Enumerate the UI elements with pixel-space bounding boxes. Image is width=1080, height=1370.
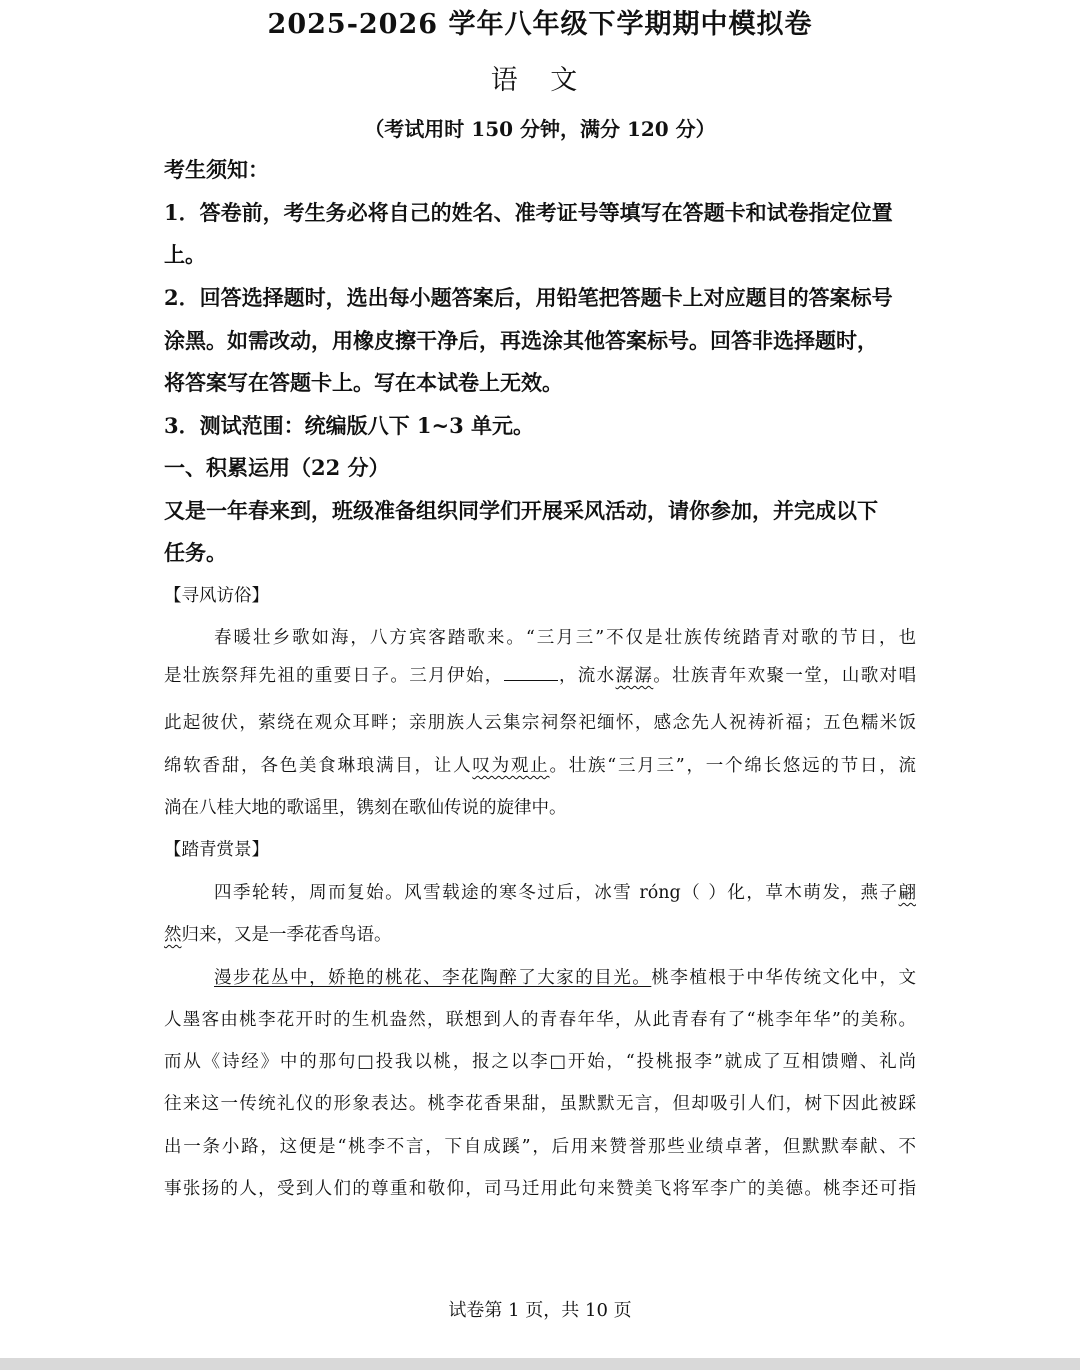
part-b-p2-line-1-post: 桃李植根于中华传统文化中，文 (651, 968, 917, 988)
part-a-line-2-pre: 是壮族祭拜先祖的重要日子。三月伊始， (164, 666, 504, 686)
section-1-heading: 一、积累运用（22 分） (164, 455, 390, 480)
part-b-p2-line-5: 出一条小路，这便是“桃李不言，下自成蹊”，后用来赞誉那些业绩卓著，但默默奉献、不 (164, 1137, 916, 1157)
part-b-p2-line-1 (214, 964, 916, 989)
wavy-underlined-word: 潺潺 (615, 666, 654, 686)
part-b-p2-line-2: 人墨客由桃李花开时的生机盎然，联想到人的青春年华，从此青春有了“桃李年华”的美称。 (164, 1010, 916, 1030)
notice-item-2-line-3: 将答案写在答题卡上。写在本试卷上无效。 (164, 370, 563, 395)
part-a-line-2-post: ，流水 (557, 666, 616, 686)
wavy-underlined-char-2: 然 (164, 925, 182, 945)
part-b-p1-line-1 (214, 879, 916, 904)
notice-item-2-line-2: 涂黑。如需改动，用橡皮擦干净后，再选涂其他答案标号。回答非选择题时， (164, 328, 878, 353)
part-a-line-4-pre: 绵软香甜，各色美食琳琅满目，让人 (164, 756, 473, 776)
page-footer: 试卷第 1 页，共 10 页 (448, 1300, 632, 1321)
part-a-line-5: 淌在八桂大地的歌谣里，镌刻在歌仙传说的旋律中。 (164, 798, 567, 818)
part-b-p2-line-6: 事张扬的人，受到人们的尊重和敬仰，司马迁用此句来赞美飞将军李广的美德。桃李还可指 (164, 1179, 916, 1199)
notice-item-1-line-2: 上。 (164, 242, 206, 267)
part-b-p2-line-4: 往来这一传统礼仪的形象表达。桃李花香果甜，虽默默无言，但却吸引人们，树下因此被踩 (164, 1094, 916, 1114)
part-a-line-4-post: 。壮族“三月三”，一个绵长悠远的节日，流 (549, 756, 917, 776)
part-b-p1-line-2 (164, 921, 916, 946)
notice-item-2-line-1: 2．回答选择题时，选出每小题答案后，用铅笔把答题卡上对应题目的答案标号 (164, 285, 893, 310)
notice-item-3: 3．测试范围：统编版八下 1~3 单元。 (164, 413, 535, 438)
part-b-p1-line-2-post: 归来，又是一季花香鸟语。 (181, 925, 392, 945)
part-b-p2-line-3: 而从《诗经》中的那句□投我以桃，报之以李□开始，“投桃报李”就成了互相馈赠、礼尚 (164, 1052, 916, 1072)
part-a-line-3: 此起彼伏，萦绕在观众耳畔；亲朋族人云集宗祠祭祀缅怀，感念先人祝祷祈福；五色糯米饭 (164, 713, 916, 733)
notice-item-1-line-1: 1．答卷前，考生务必将自己的姓名、准考证号等填写在答题卡和试卷指定位置 (164, 200, 893, 225)
part-a-label: 【寻风访俗】 (164, 586, 269, 606)
fill-in-blank (504, 664, 558, 681)
part-a-line-2-end: 。壮族青年欢聚一堂，山歌对唱 (653, 666, 917, 686)
exam-duration: （考试用时 150 分钟，满分 120 分） (364, 117, 716, 141)
part-a-line-2 (164, 662, 916, 687)
part-b-p1-line-1-pre: 四季轮转，周而复始。风雪载途的寒冬过后，冰雪 róng（ ）化，草木萌发，燕子 (214, 883, 899, 903)
bottom-scroll-edge (0, 1358, 1080, 1370)
subject-heading: 语 文 (490, 65, 590, 96)
underlined-sentence: 漫步花丛中，娇艳的桃花、李花陶醉了大家的目光。 (214, 968, 652, 988)
part-a-line-4 (164, 752, 916, 777)
part-b-label: 【踏青赏景】 (164, 840, 269, 860)
exam-title: 2025-2026 学年八年级下学期期中模拟卷 (267, 9, 813, 40)
section-1-intro-line-2: 任务。 (164, 540, 227, 565)
notice-heading: 考生须知： (164, 157, 269, 182)
section-1-intro-line-1: 又是一年春来到，班级准备组织同学们开展采风活动，请你参加，并完成以下 (164, 498, 878, 523)
part-a-line-1: 春暖壮乡歌如海，八方宾客踏歌来。“三月三”不仅是壮族传统踏青对歌的节日，也 (214, 628, 916, 648)
wavy-underlined-char-1: 翩 (898, 883, 916, 903)
wavy-underlined-idiom: 叹为观止 (472, 756, 550, 776)
